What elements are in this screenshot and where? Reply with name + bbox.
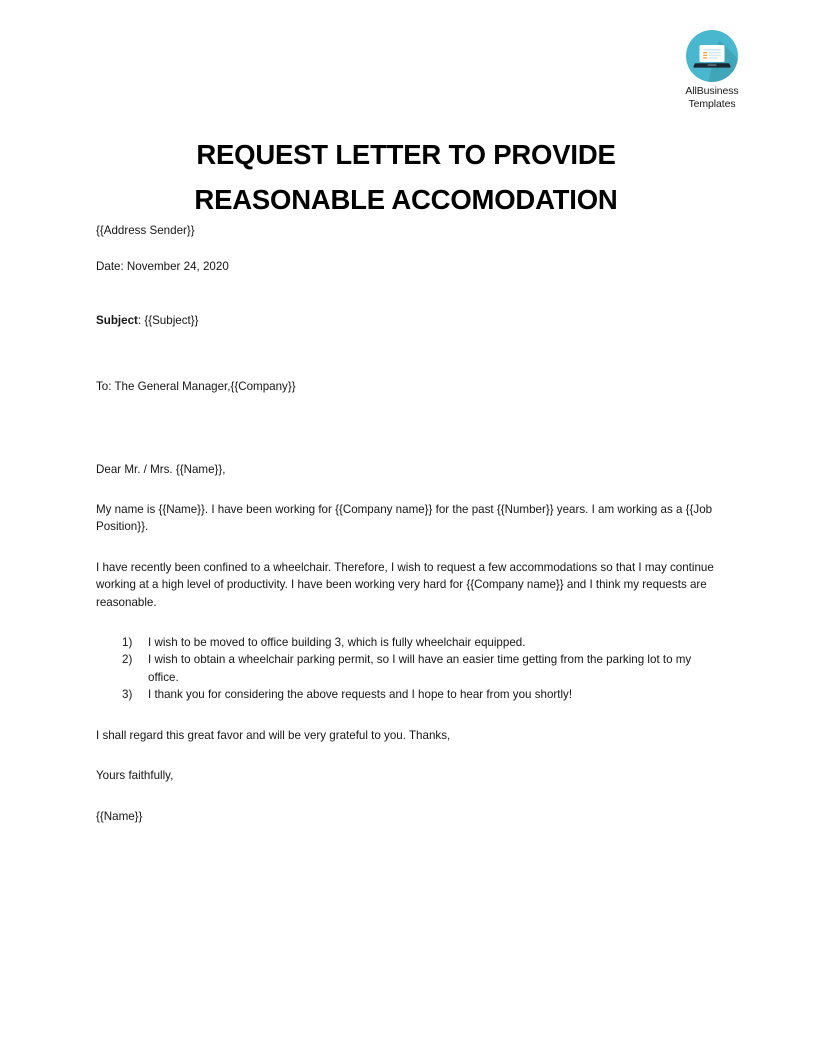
- page-title: [96, 132, 716, 222]
- brand-name-line2: Templates: [688, 97, 736, 110]
- spacer: [96, 785, 716, 808]
- letter-body: [96, 222, 716, 825]
- laptop-circle-icon: [686, 30, 738, 82]
- spacer: [96, 478, 716, 501]
- list-item-text: I wish to obtain a wheelchair parking permit, so I will have an easier time getting from the parking lot to my office.: [148, 653, 692, 684]
- page-title-line2: REASONABLE ACCOMODATION: [194, 184, 618, 216]
- paragraph-introduction: My name is {{Name}}. I have been working for {{Company name}} for the past {{Number}} years. I am working as a {{Job Position}}.: [96, 503, 713, 534]
- paragraph-request-context: I have recently been confined to a wheelchair. Therefore, I wish to request a few accommodations so that I may continue working at a high level of productivity. I have been working very hard for {{Company name}} and I think my requests are reasonable.: [96, 560, 714, 609]
- list-item-text: I wish to be moved to office building 3, which is fully wheelchair equipped.: [148, 636, 526, 650]
- salutation: Dear Mr. / Mrs. {{Name}},: [96, 462, 226, 476]
- spacer: [96, 329, 716, 378]
- list-item: [120, 686, 716, 703]
- page-title-line1: REQUEST LETTER TO PROVIDE: [196, 139, 616, 171]
- closing-thanks: I shall regard this great favor and will be very grateful to you. Thanks,: [96, 728, 451, 742]
- list-item-number: 1): [122, 636, 133, 650]
- list-item: [120, 634, 716, 651]
- list-item: [120, 651, 716, 686]
- list-item-text: I thank you for considering the above requests and I hope to hear from you shortly!: [148, 688, 573, 702]
- spacer: [96, 744, 716, 767]
- letter-date: Date: November 24, 2020: [96, 260, 229, 274]
- brand-logo: [664, 30, 760, 110]
- signature-name: {{Name}}: [96, 809, 143, 823]
- spacer: [96, 276, 716, 312]
- requests-list: [96, 634, 716, 704]
- recipient-line: To: The General Manager,{{Company}}: [96, 380, 296, 394]
- subject-separator: :: [137, 313, 145, 327]
- spacer: [96, 239, 716, 258]
- spacer: [96, 611, 716, 634]
- list-item-number: 2): [122, 653, 133, 667]
- sign-off: Yours faithfully,: [96, 769, 174, 783]
- subject-label: Subject: [96, 313, 138, 327]
- spacer: [96, 536, 716, 559]
- subject-value: {{Subject}}: [144, 313, 199, 327]
- spacer: [96, 704, 716, 727]
- spacer: [96, 445, 716, 461]
- sender-address: {{Address Sender}}: [96, 224, 195, 237]
- subject-line: [96, 312, 716, 329]
- list-item-number: 3): [122, 688, 133, 702]
- brand-name: [664, 85, 760, 110]
- spacer: [96, 396, 716, 445]
- brand-name-line1: AllBusiness: [685, 85, 739, 97]
